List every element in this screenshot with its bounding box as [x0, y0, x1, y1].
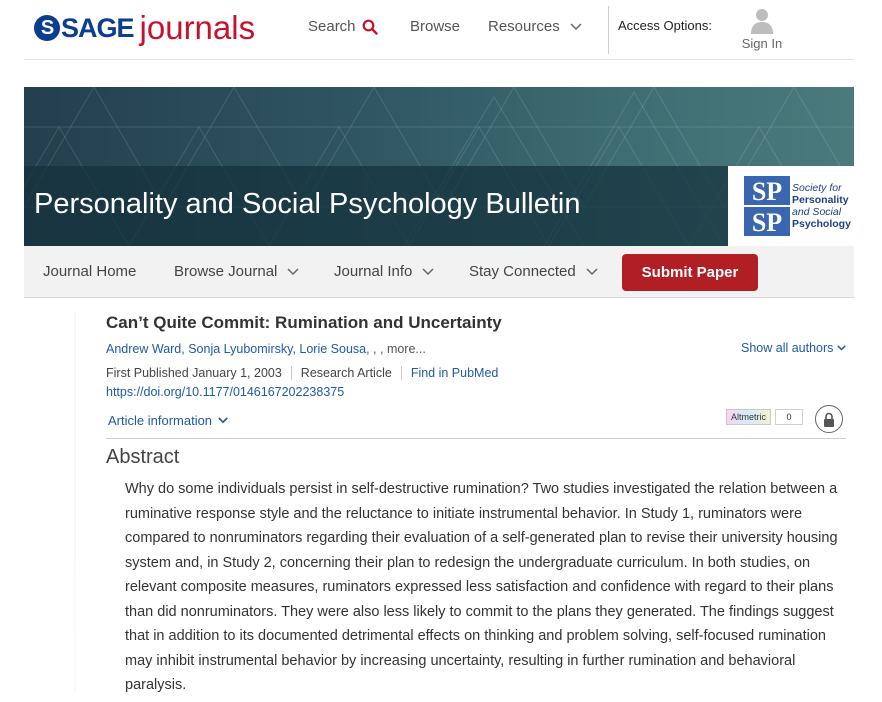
browse-nav-link[interactable] [410, 18, 460, 35]
doi-link[interactable]: https://doi.org/10.1177/0146167202238375 [106, 385, 345, 399]
chevron-down-icon [218, 417, 228, 424]
access-options-label: Access Options: [618, 18, 712, 33]
svg-text:SP: SP [751, 208, 783, 236]
browse-nav-label: Browse [410, 18, 461, 35]
spsp-line1: Society for [792, 182, 842, 194]
stay-connected-label: Stay Connected [469, 263, 576, 280]
sage-logo-mark [34, 13, 134, 44]
altmetric-badge: Altmetric [726, 409, 771, 425]
journal-info-label: Journal Info [334, 263, 413, 280]
article-information-toggle[interactable] [108, 413, 228, 428]
access-lock-button[interactable] [815, 405, 843, 433]
left-decorative-line [74, 312, 76, 692]
svg-text:SP: SP [751, 177, 783, 206]
spsp-line3: and Social [792, 206, 842, 218]
journal-banner [24, 87, 854, 246]
chevron-down-icon [422, 268, 434, 276]
spsp-society-logo[interactable] [728, 166, 854, 246]
chevron-down-icon [586, 268, 598, 276]
sign-in-label: Sign In [741, 36, 783, 51]
site-header [24, 0, 854, 60]
spsp-logo-mark [744, 176, 790, 236]
spsp-line2: Personality [792, 194, 849, 206]
search-nav-button[interactable] [308, 18, 378, 35]
article-meta [106, 366, 498, 380]
sign-in-button[interactable] [738, 8, 786, 51]
spsp-logo-text [792, 182, 851, 230]
article-information-label: Article information [108, 413, 213, 428]
lock-icon [823, 412, 835, 427]
journal-home-label: Journal Home [43, 263, 137, 280]
show-all-authors-label: Show all authors [741, 341, 834, 355]
resources-nav-dropdown[interactable] [488, 18, 582, 35]
chevron-down-icon [287, 268, 299, 276]
resources-nav-label: Resources [488, 18, 560, 35]
author-link[interactable]: Andrew Ward [106, 342, 182, 356]
journal-home-link[interactable] [43, 263, 136, 280]
sage-s-circle-icon: S [34, 15, 60, 41]
browse-journal-label: Browse Journal [174, 263, 278, 280]
spsp-line4: Psychology [792, 218, 851, 230]
altmetric-widget[interactable] [726, 409, 803, 425]
browse-journal-dropdown[interactable] [174, 263, 299, 280]
logo-product-text: journals [139, 9, 256, 46]
logo-brand-text: SAGE [61, 12, 134, 43]
section-divider [106, 438, 846, 439]
abstract-heading: Abstract [106, 446, 180, 468]
author-link[interactable]: Lorie Sousa [299, 342, 367, 356]
author-separator: , [181, 342, 189, 356]
chevron-down-icon [837, 345, 846, 351]
submit-paper-button[interactable]: Submit Paper [622, 254, 758, 291]
journal-info-dropdown[interactable] [334, 263, 434, 280]
stay-connected-dropdown[interactable] [469, 263, 598, 280]
journal-nav [24, 246, 854, 298]
show-all-authors-button[interactable] [741, 341, 846, 355]
meta-divider [291, 366, 292, 380]
more-authors-link[interactable]: , , , more... [366, 342, 426, 356]
author-list [106, 342, 426, 356]
abstract-text: Why do some individuals persist in self-destructive rumination? Two studies investigated the relation between a ruminative response style and the reluctance to initiate instrumental behavior. In Study 1, ruminators were compared to nonruminators regarding their evaluation of a self-generated plan to revise their university housing system and, in Study 2, concerning their plan to redesign the undergraduate curriculum. In both studies, on relevant composite measures, ruminators expressed less satisfaction and confidence with regard to their plans than did nonruminators. They were also less likely to commit to the plans they generated. The findings suggest that in addition to its documented detrimental effects on thinking and problem solving, self-focused rumination may inhibit instrumental behavior by increasing uncertainty, resulting in further rumination and behavioral paralysis. [125, 481, 838, 693]
meta-divider [401, 366, 402, 380]
search-nav-label: Search [308, 18, 356, 35]
article-title: Can’t Quite Commit: Rumination and Uncertainty [106, 313, 502, 332]
find-in-pubmed-link[interactable]: Find in PubMed [410, 366, 499, 380]
header-divider [608, 6, 609, 54]
altmetric-count: 0 [775, 409, 803, 425]
journal-title[interactable]: Personality and Social Psychology Bulletin [34, 188, 581, 220]
sage-journals-logo[interactable] [34, 10, 255, 46]
author-separator: , [292, 342, 300, 356]
article-type: Research Article [300, 366, 392, 380]
chevron-down-icon [570, 23, 582, 31]
user-icon [750, 8, 774, 34]
first-published-date: First Published January 1, 2003 [106, 366, 282, 380]
search-icon [362, 19, 378, 35]
author-link[interactable]: Sonja Lyubomirsky [188, 342, 293, 356]
